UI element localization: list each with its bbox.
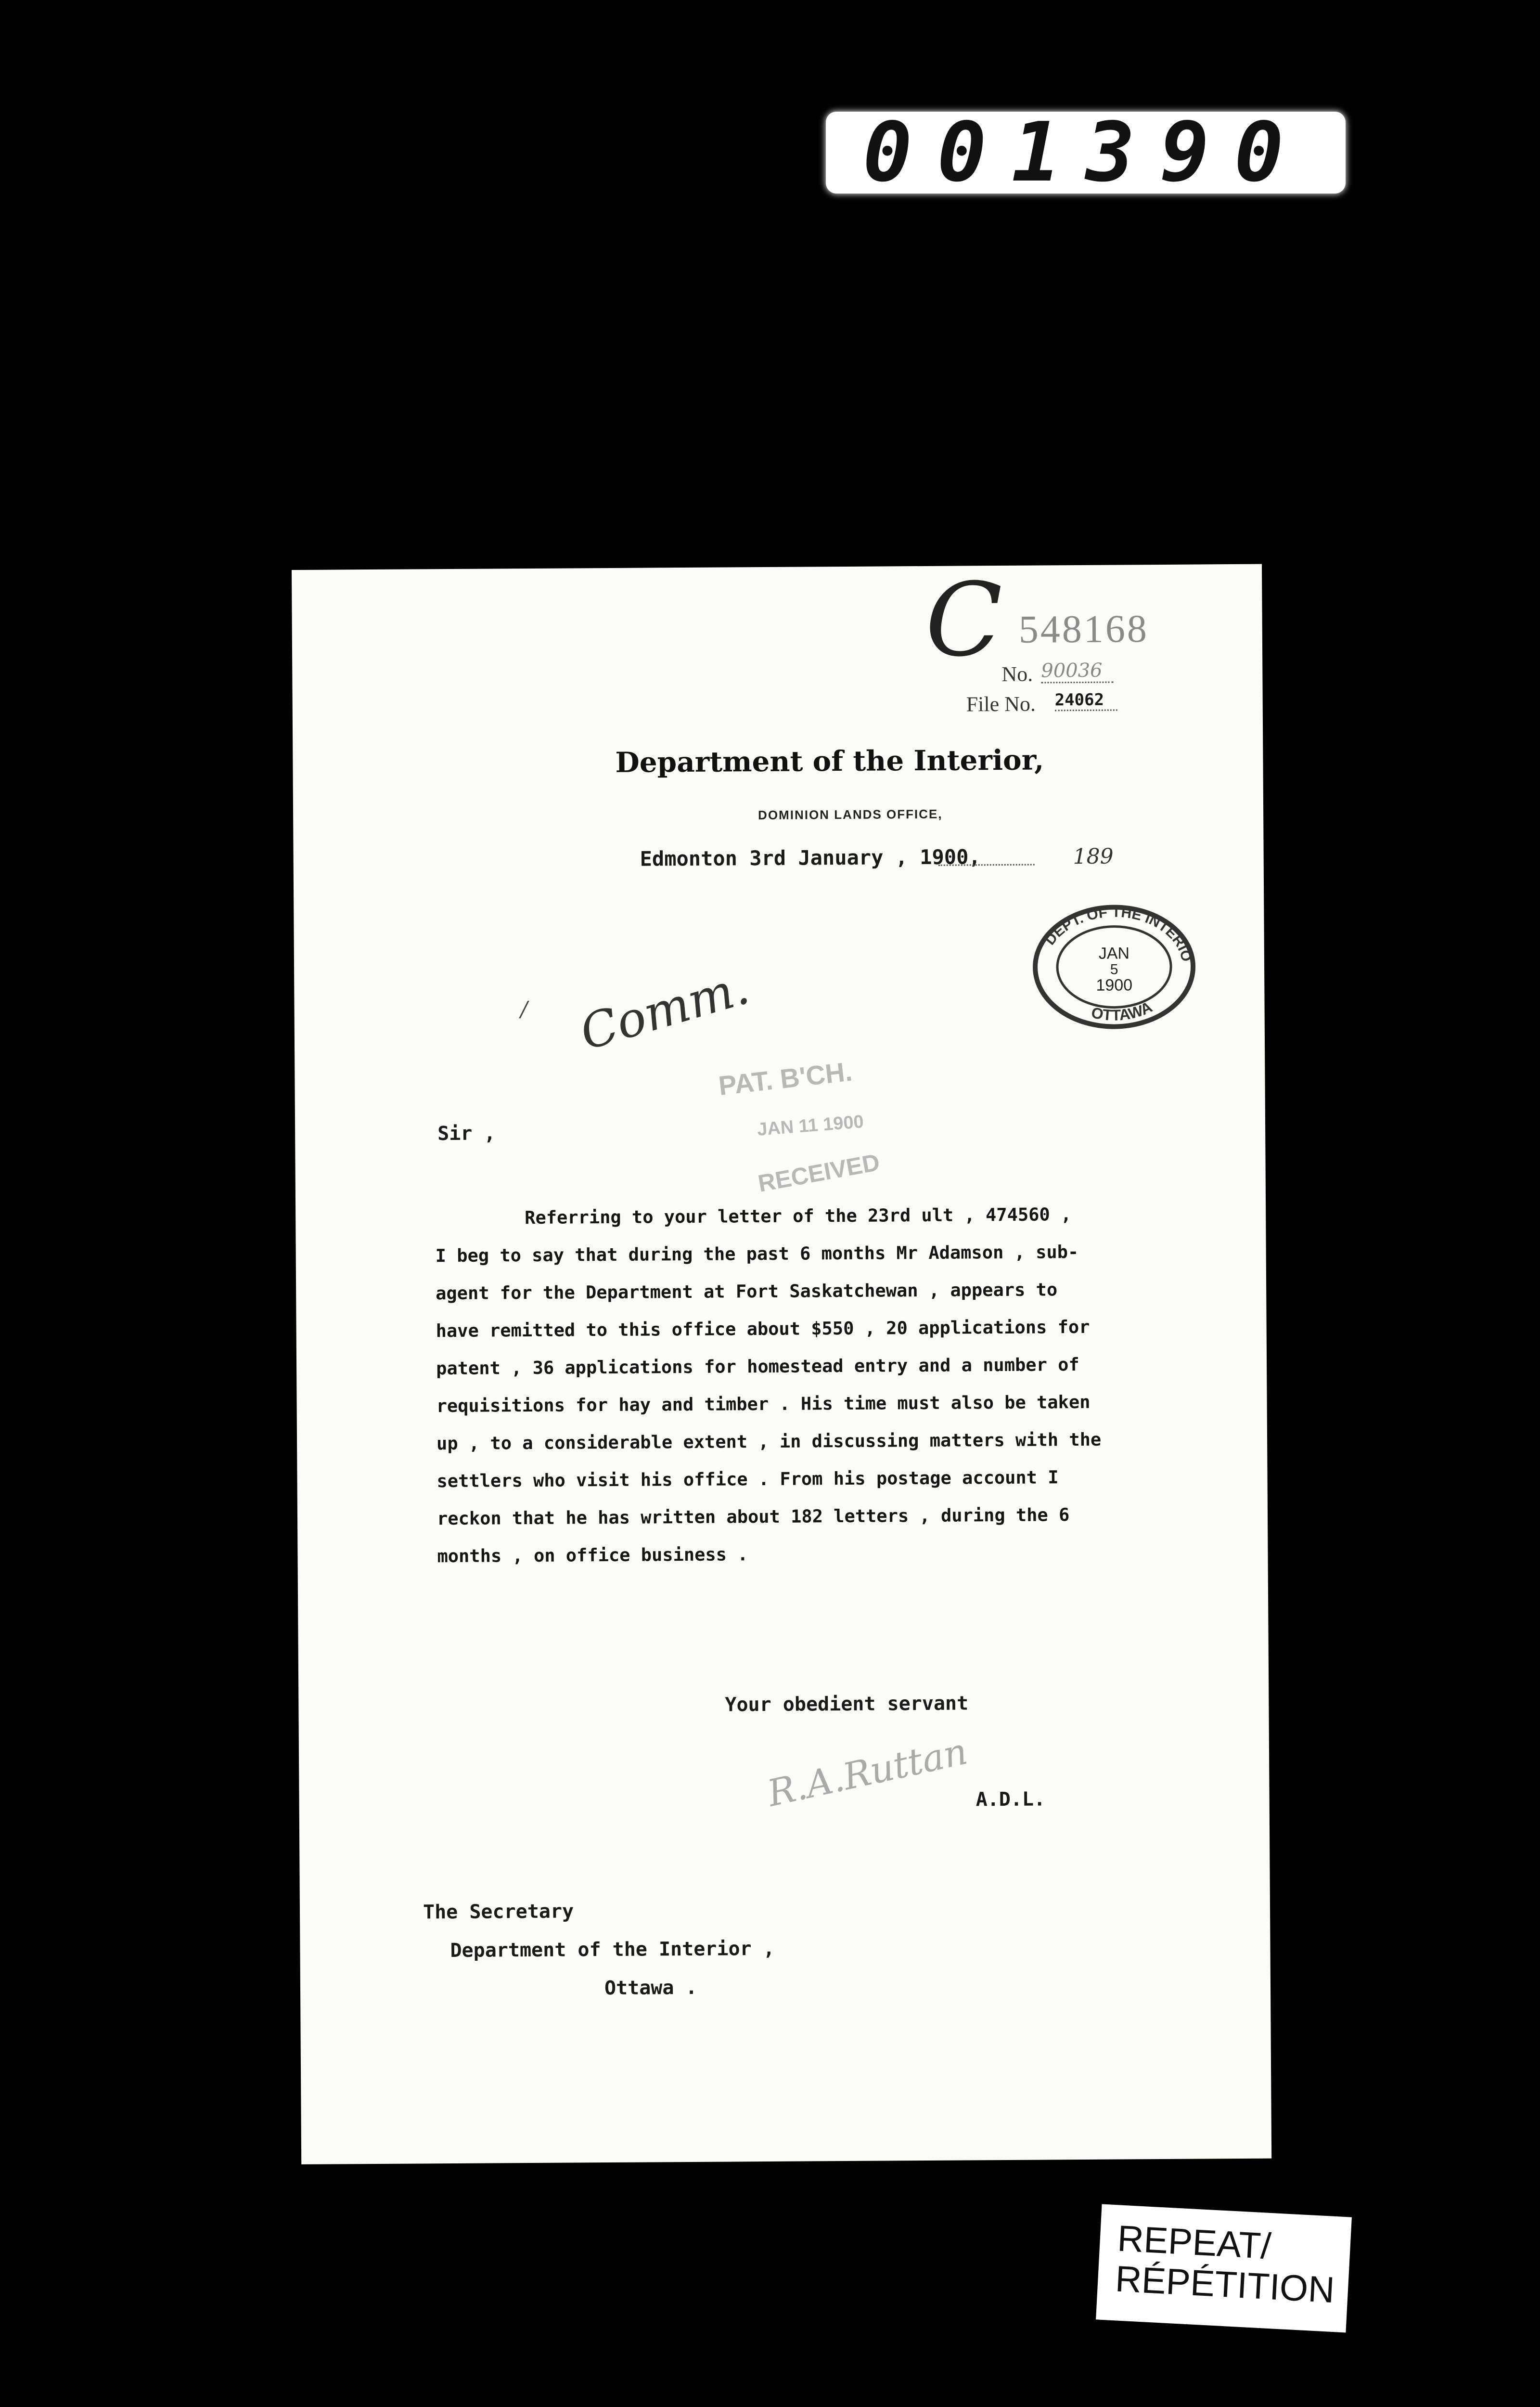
printed-year: 189: [1073, 844, 1114, 869]
body-line: have remitted to this office about $550 , 20 applications for: [436, 1316, 1090, 1342]
letter-sheet: [292, 560, 1271, 2164]
stamp-month: JAN: [1098, 944, 1130, 963]
stamp-year: 1900: [1096, 976, 1133, 995]
date-rule: [938, 864, 1035, 866]
repeat-label: [1096, 2204, 1352, 2333]
body-line: agent for the Department at Fort Saskatchewan , appears to: [436, 1279, 1058, 1304]
addressee-block: [423, 1891, 775, 2008]
addressee-line: Department of the Interior ,: [450, 1937, 775, 1962]
handwritten-tick: /: [520, 997, 528, 1022]
stamp-day: 5: [1110, 961, 1118, 978]
file-value: 24062: [1055, 690, 1117, 712]
body-line: Referring to your letter of the 23rd ult , 474560 ,: [525, 1204, 1072, 1229]
office-heading: DOMINION LANDS OFFICE,: [758, 806, 943, 823]
stamp-number: 548168: [1018, 607, 1149, 651]
body-line: patent , 36 applications for homestead entry and a number of: [436, 1354, 1079, 1379]
repeat-label-line: RÉPÉTITION: [1114, 2258, 1336, 2311]
letter-body: [435, 1196, 1102, 1575]
stamp-ring-text: DEPT. OF THE INTERIOR: [1042, 904, 1195, 964]
body-line: months , on office business .: [437, 1544, 748, 1567]
reference-letter: C: [924, 560, 1003, 679]
body-line: up , to a considerable extent , in discussing matters with the: [436, 1429, 1102, 1454]
signature-title: A.D.L.: [975, 1788, 1046, 1811]
film-frame-number: 001390: [826, 112, 1346, 194]
stamp-city: OTTAWA: [1090, 998, 1155, 1024]
closing: Your obedient servant: [725, 1692, 969, 1716]
handwritten-note: Comm.: [574, 958, 755, 1061]
no-label: No.: [1001, 662, 1033, 686]
body-line: reckon that he has written about 182 letters , during the 6: [436, 1504, 1070, 1529]
no-value: 90036: [1041, 660, 1113, 684]
body-line: settlers who visit his office . From his postage account I: [436, 1467, 1059, 1492]
place-date: Edmonton 3rd January , 1900,: [640, 845, 981, 871]
repeat-label-line: REPEAT/: [1116, 2218, 1272, 2267]
addressee-line: Ottawa .: [604, 1976, 697, 2000]
department-heading: Department of the Interior,: [615, 743, 1044, 779]
signature: R.A.Ruttan: [763, 1729, 971, 1815]
addressee-line: The Secretary: [423, 1900, 574, 1924]
file-label: File No.: [966, 692, 1036, 716]
body-line: requisitions for hay and timber . His time must also be taken: [436, 1391, 1091, 1417]
patent-stamp-line2: JAN 11 1900: [756, 1112, 865, 1140]
patent-stamp-line1: PAT. B'CH.: [717, 1056, 854, 1101]
body-line: I beg to say that during the past 6 months Mr Adamson , sub-: [435, 1242, 1079, 1267]
received-oval-stamp: [1031, 902, 1197, 1033]
patent-stamp-line3: RECEIVED: [756, 1148, 882, 1197]
salutation: Sir ,: [437, 1122, 496, 1145]
